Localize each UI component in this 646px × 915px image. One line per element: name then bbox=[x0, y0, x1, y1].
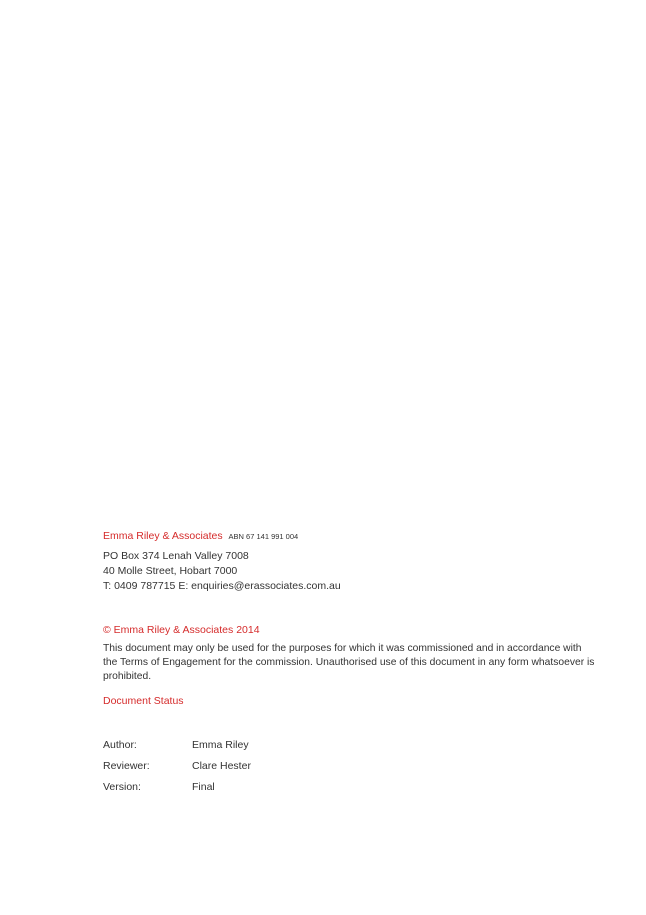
document-status-heading: Document Status bbox=[103, 695, 184, 707]
company-address bbox=[103, 549, 603, 594]
address-po-box: PO Box 374 Lenah Valley 7008 bbox=[103, 550, 249, 562]
company-name: Emma Riley & Associates bbox=[103, 530, 223, 542]
status-label: Reviewer: bbox=[103, 759, 150, 772]
copyright-notice: © Emma Riley & Associates 2014 bbox=[103, 624, 260, 636]
company-abn: ABN 67 141 991 004 bbox=[228, 532, 299, 541]
address-street: 40 Molle Street, Hobart 7000 bbox=[103, 565, 238, 577]
status-row-reviewer bbox=[103, 755, 603, 776]
address-contact: T: 0409 787715 E: enquiries@erassociates.com.au bbox=[103, 580, 341, 592]
status-label: Author: bbox=[103, 738, 137, 751]
status-value: Emma Riley bbox=[192, 738, 249, 751]
document-status-table bbox=[103, 734, 603, 797]
usage-disclaimer: This document may only be used for the purposes for which it was commissioned and in accordance with the Terms of Engagement for the commission. Unauthorised use of this document in any form whatsoever is prohibited. bbox=[103, 643, 595, 683]
status-value: Clare Hester bbox=[192, 759, 251, 772]
status-row-author bbox=[103, 734, 603, 755]
status-row-version bbox=[103, 776, 603, 797]
status-label: Version: bbox=[103, 780, 141, 793]
status-value: Final bbox=[192, 780, 215, 793]
company-header bbox=[103, 529, 603, 544]
